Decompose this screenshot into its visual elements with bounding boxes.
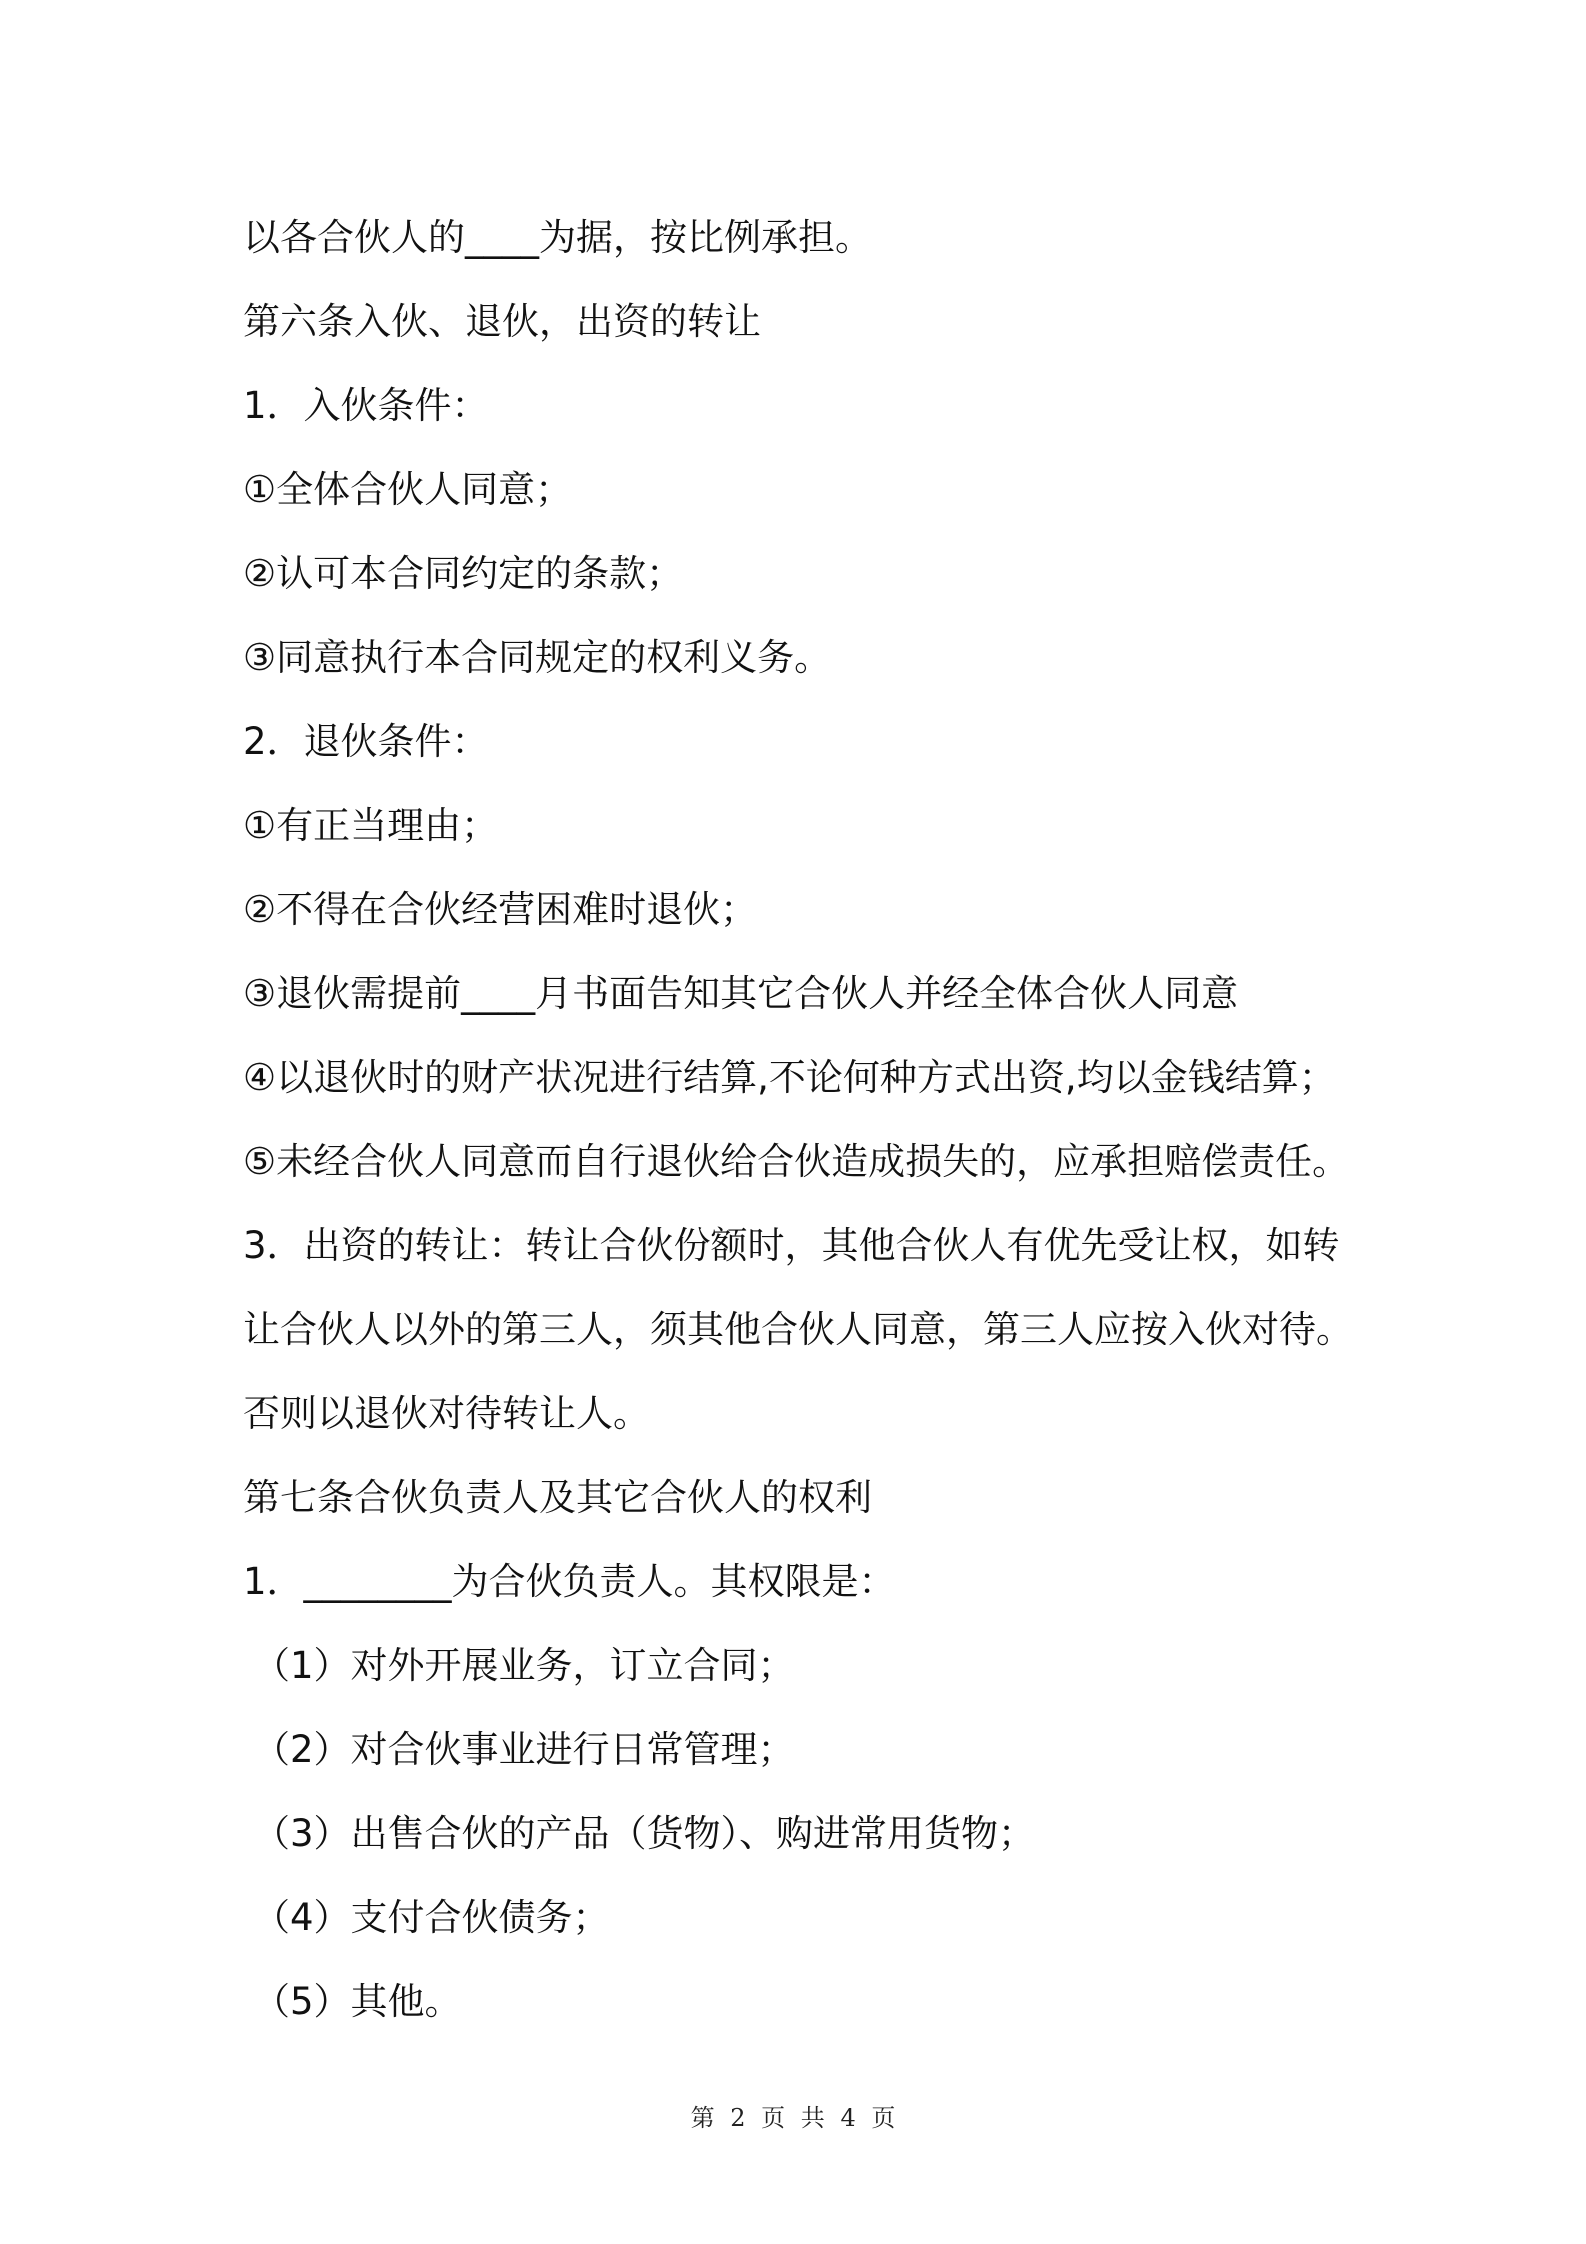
text-line: 3．出资的转让：转让合伙份额时，其他合伙人有优先受让权，如转 [243,1224,1340,1267]
text-line: ①全体合伙人同意； [243,468,573,511]
text-line: ③退伙需提前____月书面告知其它合伙人并经全体合伙人同意 [243,972,1239,1015]
page-number-footer: 第 2 页 共 4 页 [690,2104,896,2132]
section-heading: 第七条合伙负责人及其它合伙人的权利 [243,1476,872,1519]
text-line: ③同意执行本合同规定的权利义务。 [243,636,832,679]
text-line: 以各合伙人的____为据，按比例承担。 [243,216,872,259]
text-line: 否则以退伙对待转让人。 [243,1392,650,1435]
section-heading: 第六条入伙、退伙，出资的转让 [243,300,761,343]
list-item: （4）支付合伙债务； [253,1896,610,1939]
text-line: ④以退伙时的财产状况进行结算,不论何种方式出资,均以金钱结算； [243,1056,1336,1099]
text-line: ②认可本合同约定的条款； [243,552,684,595]
text-line: 1．入伙条件： [243,384,489,427]
text-line: 2．退伙条件： [243,720,489,763]
document-body [243,196,1363,2044]
list-item: （3）出售合伙的产品（货物）、购进常用货物； [253,1812,1036,1855]
text-line: 1．________为合伙负责人。其权限是： [243,1560,896,1603]
list-item: （5）其他。 [253,1980,462,2023]
text-line: ②不得在合伙经营困难时退伙； [243,888,758,931]
text-line: ①有正当理由； [243,804,499,847]
list-item: （2）对合伙事业进行日常管理； [253,1728,795,1771]
list-item: （1）对外开展业务，订立合同； [253,1644,795,1687]
text-line: ⑤未经合伙人同意而自行退伙给合伙造成损失的，应承担赔偿责任。 [243,1140,1350,1183]
text-line: 让合伙人以外的第三人，须其他合伙人同意，第三人应按入伙对待。 [243,1308,1353,1351]
